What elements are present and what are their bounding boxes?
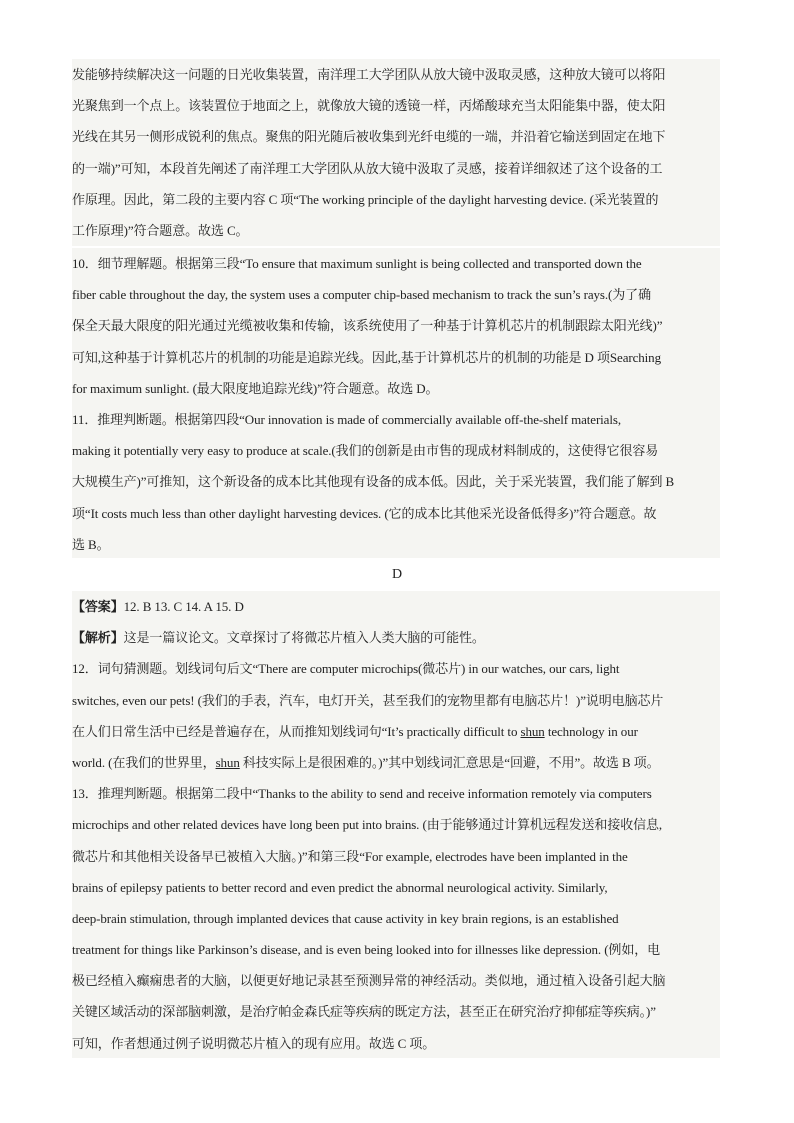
explanation-q10-q11 xyxy=(72,248,720,558)
explanation-section-d xyxy=(72,591,720,1058)
analysis-label: 【解析】 xyxy=(72,630,124,646)
text-line xyxy=(72,716,720,747)
text-line: 12．词句猜测题。划线词句后文“There are computer microchips(微芯片) in our watches, our cars, light xyxy=(72,661,620,677)
text-line: 工作原理)”符合题意。故选 C。 xyxy=(72,222,249,238)
text-line: 极已经植入癫痫患者的大脑，以便更好地记录甚至预测异常的神经活动。类似地，通过植入设备引起大脑 xyxy=(72,973,666,989)
text-line: switches, even our pets! (我们的手表，汽车，电灯开关，甚至我们的宠物里都有电脑芯片！)”说明电脑芯片 xyxy=(72,692,664,708)
answer-line xyxy=(72,591,720,622)
explanation-q9-continued xyxy=(72,59,720,246)
text-line xyxy=(72,747,720,778)
text-line: making it potentially very easy to produce at scale.(我们的创新是由市售的现成材料制成的，这使得它很容易 xyxy=(72,443,659,459)
text-line: 11．推理判断题。根据第四段“Our innovation is made of commercially available off-the-shelf materials, xyxy=(72,411,621,427)
text-segment: 科技实际上是很困难的。)”其中划线词汇意思是“回避，不用”。故选 B 项。 xyxy=(239,754,660,770)
text-line: 作原理。因此，第二段的主要内容 C 项“The working principle of the daylight harvesting device. (采光装置的 xyxy=(72,191,659,207)
text-line: treatment for things like Parkinson’s disease, and is even being looked into for illnesses like depression. (例如，电 xyxy=(72,942,661,958)
section-heading: D xyxy=(391,567,403,582)
answer-text: 12. B 13. C 14. A 15. D xyxy=(123,599,244,614)
text-line: 的一端)”可知，本段首先阐述了南洋理工大学团队从放大镜中汲取了灵感，接着详细叙述了这个设备的工 xyxy=(72,160,663,176)
text-line: brains of epilepsy patients to better record and even predict the abnormal neurological activity. Similarly, xyxy=(72,879,608,895)
text-line: fiber cable throughout the day, the system uses a computer chip-based mechanism to track the sun’s rays.(为了确 xyxy=(72,287,651,303)
text-line: 10．细节理解题。根据第三段“To ensure that maximum sunlight is being collected and transported down the xyxy=(72,256,642,271)
text-line: 大规模生产)”可推知，这个新设备的成本比其他现有设备的成本低。因此，关于采光装置，我们能了解到 B xyxy=(72,474,675,490)
text-line: 光线在其另一侧形成锐利的焦点。聚焦的阳光随后被收集到光纤电缆的一端，并沿着它输送到固定在地下 xyxy=(72,129,666,145)
text-line: 光聚焦到一个点上。该装置位于地面之上，就像放大镜的透镜一样，丙烯酸球充当太阳能集中器，使太阳 xyxy=(72,98,666,114)
text-line: 项“It costs much less than other daylight harvesting devices. (它的成本比其他采光设备低得多)”符合题意。故 xyxy=(72,505,657,521)
text-line: 关键区域活动的深部脑刺激，是治疗帕金森氏症等疾病的既定方法，甚至正在研究治疗抑郁症等疾病。)” xyxy=(72,1004,656,1020)
text-line: microchips and other related devices have long been put into brains. (由于能够通过计算机远程发送和接收信息, xyxy=(72,817,663,833)
text-line: 13．推理判断题。根据第二段中“Thanks to the ability to send and receive information remotely via computers xyxy=(72,786,652,802)
text-line: 保全天最大限度的阳光通过光缆被收集和传输，该系统使用了一种基于计算机芯片的机制跟踪太阳光线)” xyxy=(72,318,663,334)
text-line: 微芯片和其他相关设备早已被植入大脑。)”和第三段“For example, electrodes have been implanted in the xyxy=(72,848,628,864)
text-line: 可知，作者想通过例子说明微芯片植入的现有应用。故选 C 项。 xyxy=(72,1035,436,1051)
text-line: deep-brain stimulation, through implanted devices that cause activity in key brain regions, is an established xyxy=(72,910,619,926)
analysis-text: 这是一篇议论文。文章探讨了将微芯片植入人类大脑的可能性。 xyxy=(123,630,485,646)
text-line: 选 B。 xyxy=(72,536,110,552)
text-segment: technology in our xyxy=(544,723,638,739)
text-segment: world. (在我们的世界里， xyxy=(72,754,216,770)
text-line: 可知,这种基于计算机芯片的机制的功能是追踪光线。因此,基于计算机芯片的机制的功能是 D 项Searching xyxy=(72,349,661,365)
answer-label: 【答案】 xyxy=(72,599,124,614)
text-line: 发能够持续解决这一问题的日光收集装置，南洋理工大学团队从放大镜中汲取灵感，这种放大镜可以将阳 xyxy=(72,67,666,82)
underlined-word: shun xyxy=(215,754,240,770)
analysis-line xyxy=(72,622,720,653)
underlined-word: shun xyxy=(520,723,545,739)
text-segment: 在人们日常生活中已经是普遍存在，从而推知划线词句“It’s practically difficult to xyxy=(72,723,521,739)
text-line: for maximum sunlight. (最大限度地追踪光线)”符合题意。故选 D。 xyxy=(72,380,439,396)
